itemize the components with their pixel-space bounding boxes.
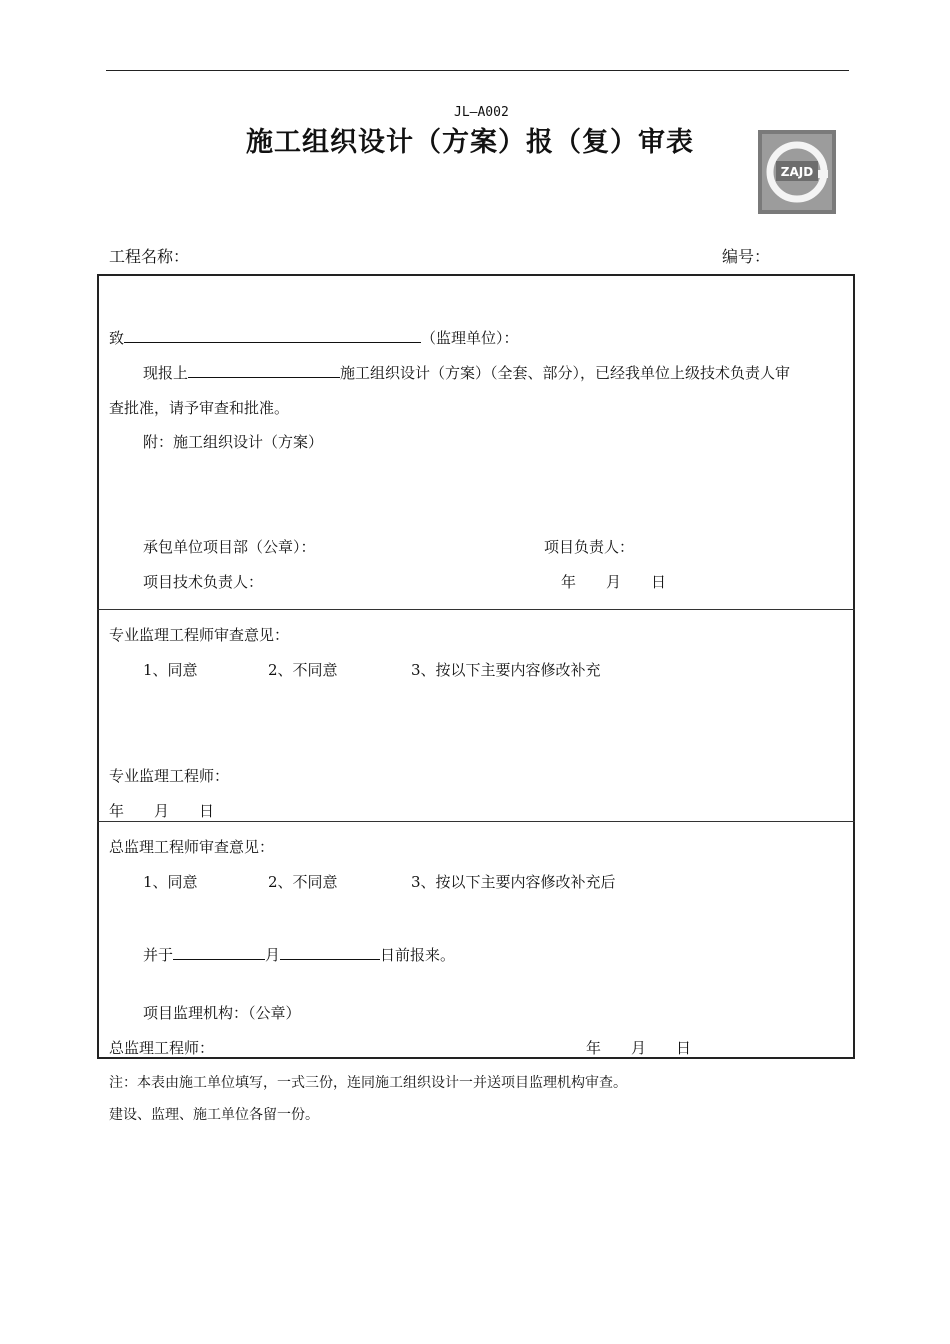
- report-suffix: 施工组织设计（方案）（全套、部分），已经我单位上级技术负责人审: [340, 364, 791, 382]
- engineer-signature-label: 专业监理工程师：: [109, 767, 230, 785]
- attachment-label: 附：施工组织设计（方案）: [143, 433, 324, 451]
- section2-date: 年 月 日: [109, 802, 215, 820]
- zajd-logo: [758, 130, 836, 214]
- note-line-1: 注：本表由施工单位填写，一式三份，连同施工组织设计一并送项目监理机构审查。: [109, 1075, 627, 1091]
- engineer-opinion-heading: 专业监理工程师审查意见：: [109, 626, 290, 644]
- logo-text: ZAJD: [780, 165, 814, 179]
- top-rule: [106, 70, 849, 71]
- to-prefix: 致: [109, 329, 125, 347]
- to-line: [109, 326, 519, 348]
- deadline-prefix: 并于: [143, 946, 174, 964]
- s2-option-disagree[interactable]: 2、不同意: [268, 661, 338, 679]
- report-line-2: 查批准，请予审查和批准。: [109, 399, 290, 417]
- s2-option-agree[interactable]: 1、同意: [143, 661, 198, 679]
- deadline-suffix: 日前报来。: [380, 946, 456, 964]
- deadline-month-field[interactable]: [173, 943, 265, 960]
- report-line: [143, 361, 790, 383]
- note-line-2: 建设、监理、施工单位各留一份。: [109, 1107, 319, 1123]
- chief-opinion-heading: 总监理工程师审查意见：: [109, 838, 275, 856]
- form-code: JL—A002: [454, 105, 509, 120]
- number-label: 编号：: [722, 247, 771, 266]
- deadline-line: [143, 943, 455, 965]
- s3-option-disagree[interactable]: 2、不同意: [268, 873, 338, 891]
- supervision-org-label: 项目监理机构：（公章）: [143, 1004, 301, 1022]
- project-manager-label: 项目负责人：: [544, 538, 635, 556]
- to-suffix: （监理单位）：: [421, 329, 519, 347]
- s2-option-revise[interactable]: 3、按以下主要内容修改补充: [411, 661, 601, 679]
- supervision-unit-field[interactable]: [124, 326, 421, 343]
- s3-option-agree[interactable]: 1、同意: [143, 873, 198, 891]
- contractor-dept-label: 承包单位项目部（公章）：: [143, 538, 316, 556]
- design-name-field[interactable]: [188, 361, 340, 378]
- section-divider-1: [97, 609, 855, 610]
- deadline-month: 月: [265, 946, 281, 964]
- deadline-day-field[interactable]: [280, 943, 380, 960]
- s3-option-revise[interactable]: 3、按以下主要内容修改补充后: [411, 873, 616, 891]
- chief-signature-label: 总监理工程师：: [109, 1039, 215, 1057]
- section-divider-2: [97, 821, 855, 822]
- report-prefix: 现报上: [143, 364, 189, 382]
- tech-lead-label: 项目技术负责人：: [143, 573, 264, 591]
- section3-date: 年 月 日: [586, 1039, 692, 1057]
- section1-date: 年 月 日: [561, 573, 667, 591]
- project-name-label: 工程名称：: [109, 247, 190, 266]
- page-title: 施工组织设计（方案）报（复）审表: [246, 127, 694, 158]
